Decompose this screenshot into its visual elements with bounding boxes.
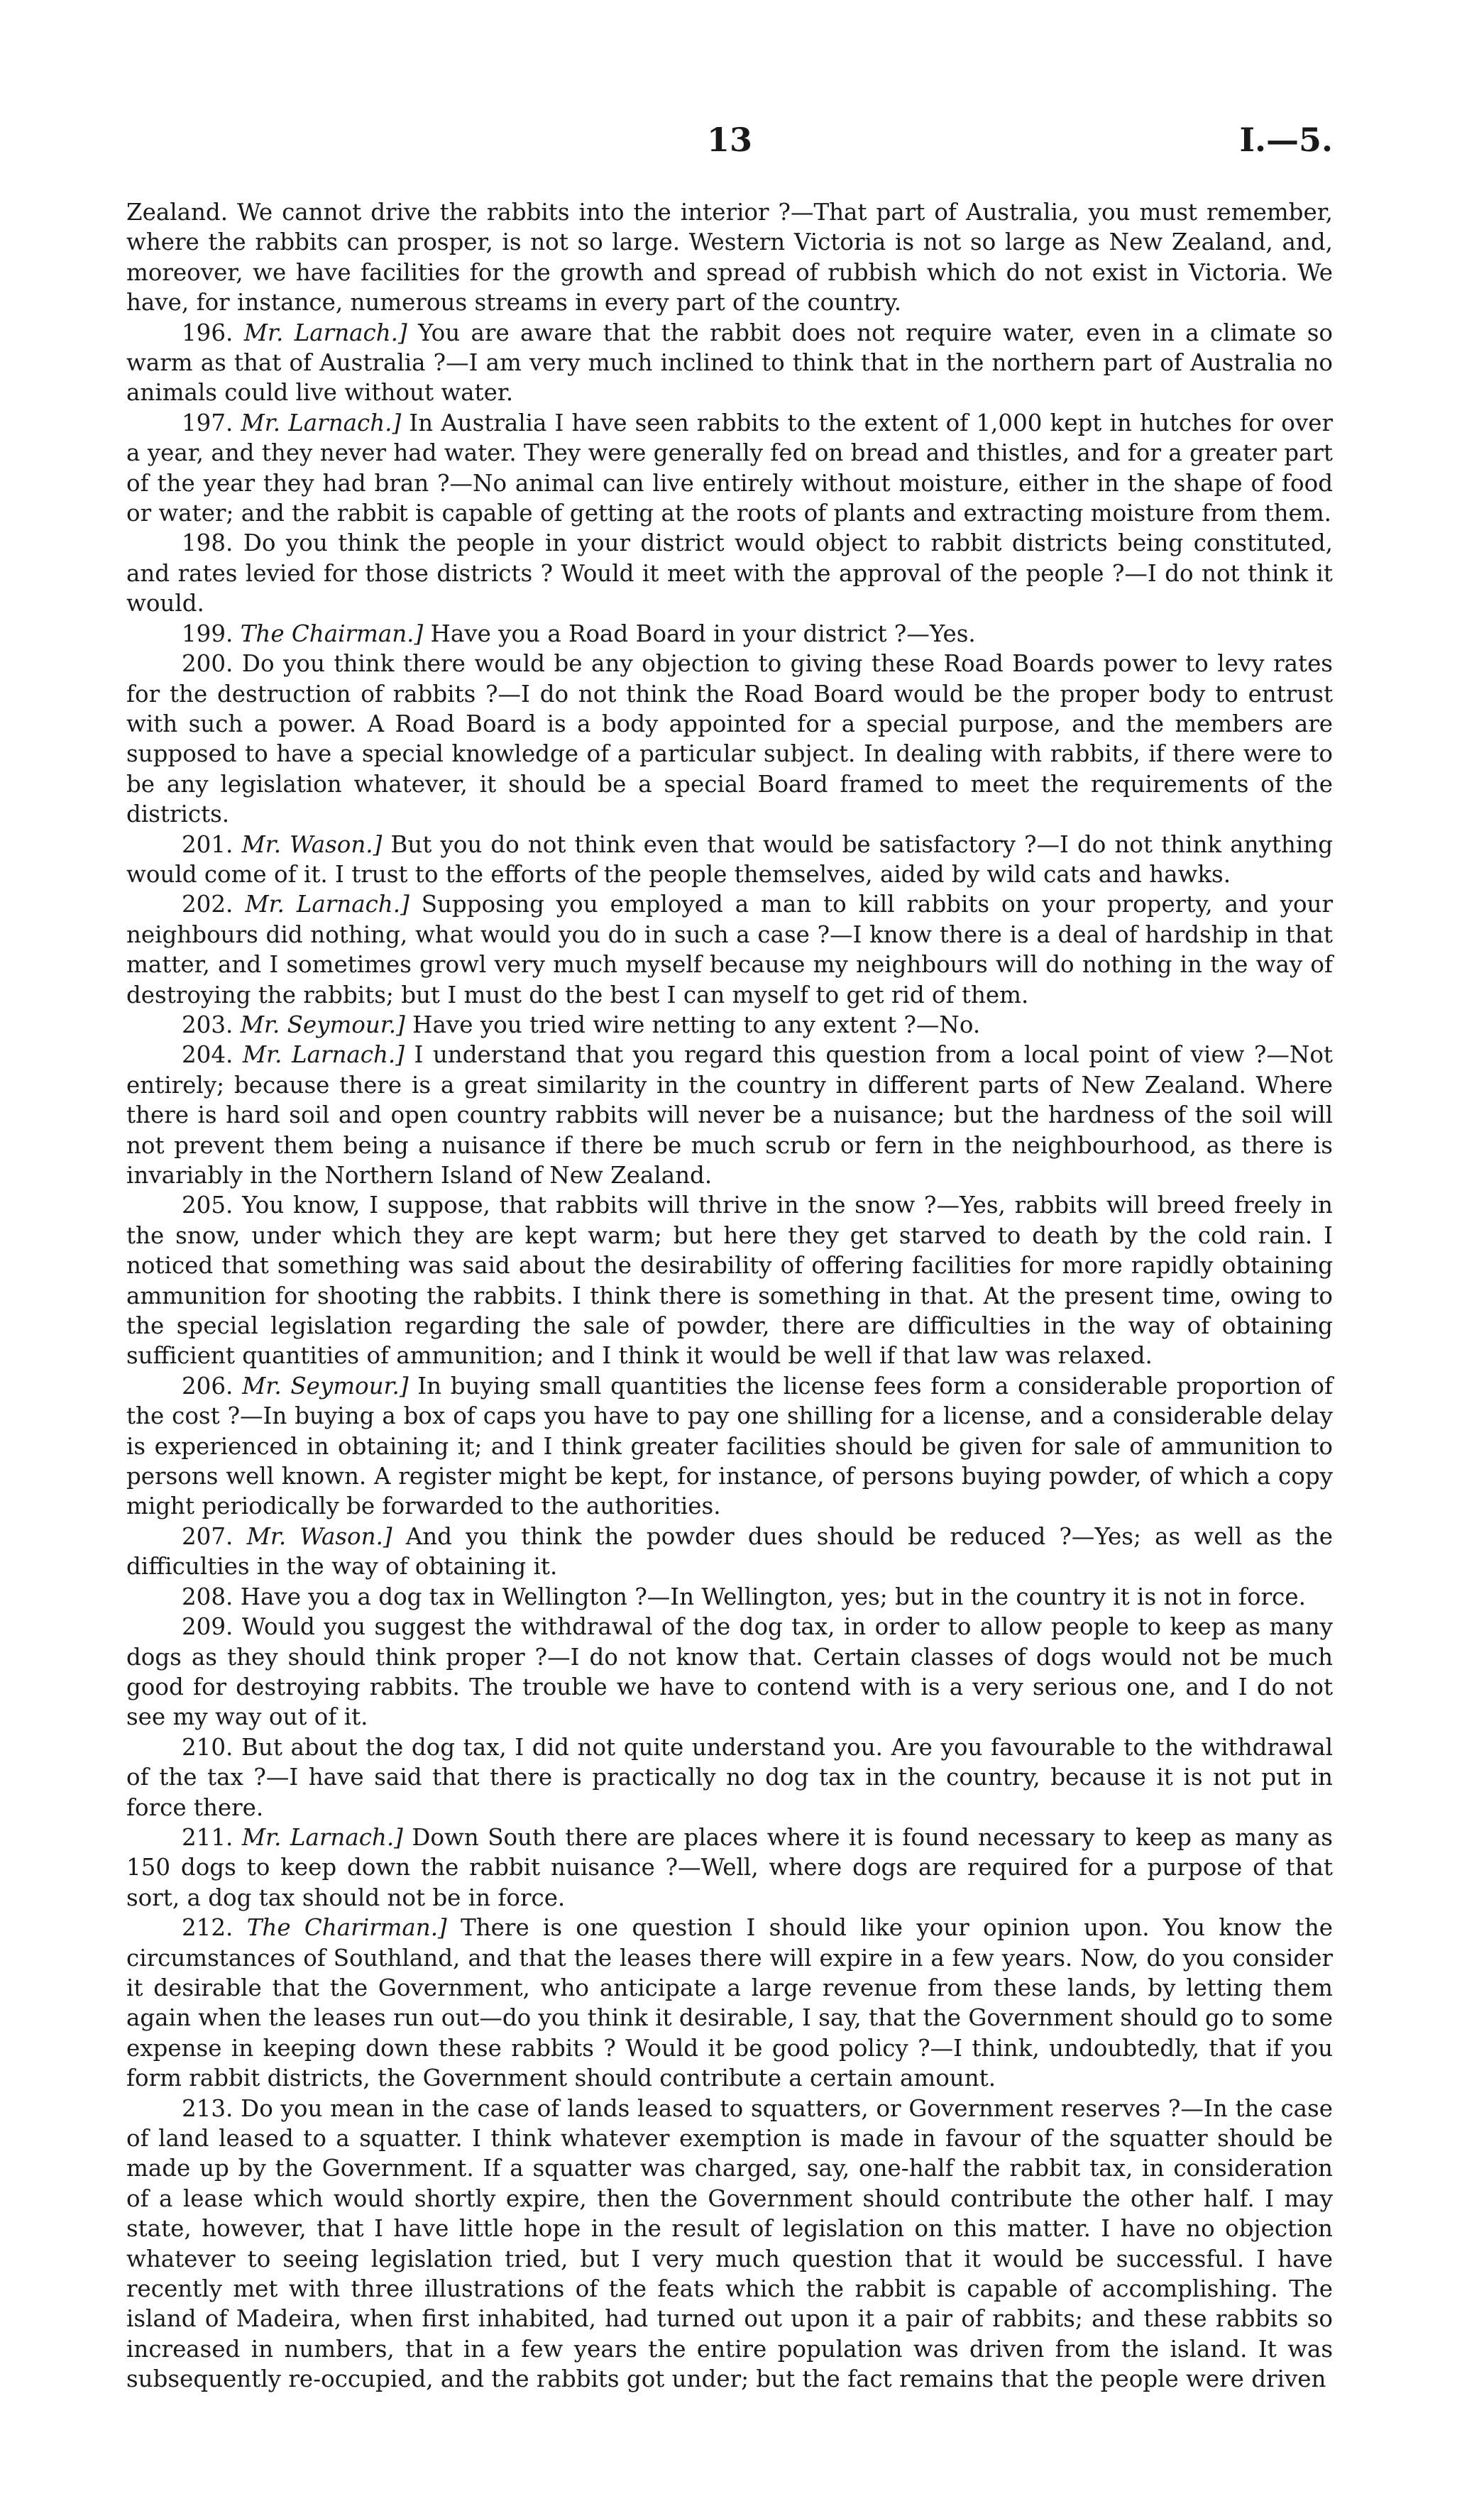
speaker: Mr. Larnach.] bbox=[245, 891, 410, 918]
paragraph-text: Do you think the people in your district would object to rabbit districts being constituted, and rates levied for those districts ? Would it meet with the approval of the people ?—I do not think it would. bbox=[126, 529, 1333, 617]
paragraph-196 bbox=[126, 318, 1333, 408]
paragraph-212 bbox=[126, 1913, 1333, 2093]
question-number: 202. bbox=[182, 891, 233, 918]
question-number: 198. bbox=[182, 529, 233, 557]
question-number: 196. bbox=[182, 319, 233, 346]
paragraph-text: And you think the powder dues should be reduced ?—Yes; as well as the difficulties in the way of obtaining it. bbox=[126, 1522, 1333, 1581]
paragraph-text: I understand that you regard this question from a local point of view ?—Not entirely; because there is a great similarity in the country in different parts of New Zealand. Where there is hard soil and open country rabbits will never be a nuisance; but the hardness of the soil will not prevent them being a nuisance if there be much scrub or fern in the neighbourhood, as there is invariably in the Northern Island of New Zealand. bbox=[126, 1041, 1333, 1189]
paragraph-text: Would you suggest the withdrawal of the dog tax, in order to allow people to keep as many dogs as they should think proper ?—I do not know that. Certain classes of dogs would not be much good for destroying rabbits. The trouble we have to contend with is a very serious one, and I do not see my way out of it. bbox=[126, 1613, 1333, 1731]
paragraph-203 bbox=[126, 1010, 1333, 1040]
paragraph-197 bbox=[126, 408, 1333, 529]
paragraph-204 bbox=[126, 1040, 1333, 1190]
paragraph-211 bbox=[126, 1823, 1333, 1913]
question-number: 212. bbox=[182, 1914, 233, 1942]
speaker: Mr. Wason.] bbox=[246, 1522, 392, 1550]
speaker: Mr. Wason.] bbox=[241, 830, 383, 858]
page-header bbox=[126, 121, 1333, 170]
paragraph-208 bbox=[126, 1582, 1333, 1612]
paragraph-continuation bbox=[126, 197, 1333, 318]
paragraph-213 bbox=[126, 2094, 1333, 2395]
question-number: 213. bbox=[182, 2094, 233, 2122]
question-number: 203. bbox=[182, 1011, 233, 1038]
speaker: The Charirman.] bbox=[246, 1914, 447, 1942]
paragraph-text: Zealand. We cannot drive the rabbits into the interior ?—That part of Australia, you must remember, where the rabbits can prosper, is not so large. Western Victoria is not so large as New Zealand, and, moreover, we have facilities for the growth and spread of rubbish which do not exist in Victoria. We have, for instance, numerous streams in every part of the country. bbox=[126, 199, 1333, 317]
paragraph-text: Have you a Road Board in your district ?—Yes. bbox=[430, 620, 976, 647]
paragraph-text: Have you a dog tax in Wellington ?—In Wellington, yes; but in the country it is not in force. bbox=[240, 1583, 1306, 1610]
paragraph-199 bbox=[126, 619, 1333, 649]
paragraph-text: You know, I suppose, that rabbits will thrive in the snow ?—Yes, rabbits will breed freely in the snow, under which they are kept warm; but here they get starved to death by the cold rain. I noticed that something was said about the desirability of offering facilities for more rapidly obtaining ammunition for shooting the rabbits. I think there is something in that. At the present time, owing to the special legislation regarding the sale of powder, there are difficulties in the way of obtaining sufficient quantities of ammunition; and I think it would be well if that law was relaxed. bbox=[126, 1192, 1333, 1370]
paragraph-text: But you do not think even that would be satisfactory ?—I do not think anything would come of it. I trust to the efforts of the people themselves, aided by wild cats and hawks. bbox=[126, 830, 1333, 888]
question-number: 209. bbox=[182, 1613, 233, 1641]
speaker: The Chairman.] bbox=[240, 620, 424, 647]
speaker: Mr. Larnach.] bbox=[241, 409, 402, 436]
paragraph-text: Do you think there would be any objection to giving these Road Boards power to levy rates for the destruction of rabbits ?—I do not think the Road Board would be the proper body to entrust with such a power. A Road Board is a body appointed for a special purpose, and the members are supposed to have a special knowledge of a particular subject. In dealing with rabbits, if there were to be any legislation whatever, it should be a special Board framed to meet the requirements of the districts. bbox=[126, 650, 1333, 828]
question-number: 200. bbox=[182, 650, 233, 678]
question-number: 211. bbox=[182, 1823, 233, 1851]
paragraph-205 bbox=[126, 1190, 1333, 1370]
paragraph-text: But about the dog tax, I did not quite understand you. Are you favourable to the withdrawal of the tax ?—I have said that there is practically no dog tax in the country, because it is not put in force there. bbox=[126, 1733, 1333, 1821]
question-number: 208. bbox=[182, 1583, 233, 1610]
document-page bbox=[126, 121, 1333, 2395]
paragraph-210 bbox=[126, 1732, 1333, 1823]
speaker: Mr. Larnach.] bbox=[243, 319, 407, 346]
speaker: Mr. Seymour.] bbox=[242, 1372, 409, 1400]
question-number: 206. bbox=[182, 1372, 233, 1400]
paragraph-209 bbox=[126, 1612, 1333, 1732]
paragraph-202 bbox=[126, 889, 1333, 1010]
speaker: Mr. Larnach.] bbox=[241, 1823, 403, 1851]
paragraph-text: There is one question I should like your opinion upon. You know the circumstances of Southland, and that the leases there will expire in a few years. Now, do you consider it desirable that the Government, who anticipate a large revenue from these lands, by letting them again when the leases run out—do you think it desirable, I say, that the Government should go to some expense in keeping down these rabbits ? Would it be good policy ?—I think, undoubtedly, that if you form rabbit districts, the Government should contribute a certain amount. bbox=[126, 1914, 1333, 2092]
question-number: 205. bbox=[182, 1192, 233, 1219]
paragraph-200 bbox=[126, 649, 1333, 829]
paragraph-text: Down South there are places where it is found necessary to keep as many as 150 dogs to keep down the rabbit nuisance ?—Well, where dogs are required for a purpose of that sort, a dog tax should not be in force. bbox=[126, 1823, 1333, 1911]
question-number: 210. bbox=[182, 1733, 233, 1761]
paragraph-207 bbox=[126, 1522, 1333, 1582]
question-number: 199. bbox=[182, 620, 233, 647]
paragraph-text: In buying small quantities the license fees form a considerable proportion of the cost ?—In buying a box of caps you have to pay one shilling for a license, and a considerable delay is experienced in obtaining it; and I think greater facilities should be given for sale of ammunition to persons well known. A register might be kept, for instance, of persons buying powder, of which a copy might periodically be forwarded to the authorities. bbox=[126, 1372, 1333, 1520]
document-reference: I.—5. bbox=[1239, 121, 1333, 159]
page-number: 13 bbox=[706, 121, 752, 159]
question-number: 197. bbox=[182, 409, 233, 436]
paragraph-201 bbox=[126, 830, 1333, 890]
question-number: 201. bbox=[182, 830, 233, 858]
question-number: 207. bbox=[182, 1522, 233, 1550]
paragraph-text: Do you mean in the case of lands leased to squatters, or Government reserves ?—In the case of land leased to a squatter. I think whatever exemption is made in favour of the squatter should be made up by the Government. If a squatter was charged, say, one-half the rabbit tax, in consideration of a lease which would shortly expire, then the Government should contribute the other half. I may state, however, that I have little hope in the result of legislation on this matter. I have no objection whatever to seeing legislation tried, but I very much question that it would be successful. I have recently met with three illustrations of the feats which the rabbit is capable of accomplishing. The island of Madeira, when first inhabited, had turned out upon it a pair of rabbits; and these rabbits so increased in numbers, that in a few years the entire population was driven from the island. It was subsequently re-occupied, and the rabbits got under; but the fact remains that the people were driven bbox=[126, 2094, 1333, 2393]
paragraph-198 bbox=[126, 528, 1333, 618]
paragraph-text: You are aware that the rabbit does not require water, even in a climate so warm as that of Australia ?—I am very much inclined to think that in the northern part of Australia no animals could live without water. bbox=[126, 319, 1333, 407]
paragraph-206 bbox=[126, 1371, 1333, 1522]
body-text bbox=[126, 197, 1333, 2395]
question-number: 204. bbox=[182, 1041, 233, 1069]
paragraph-text: Have you tried wire netting to any extent ?—No. bbox=[412, 1011, 981, 1038]
speaker: Mr. Seymour.] bbox=[240, 1011, 405, 1038]
speaker: Mr. Larnach.] bbox=[242, 1041, 405, 1069]
paragraph-text: In Australia I have seen rabbits to the extent of 1,000 kept in hutches for over a year, and they never had water. They were generally fed on bread and thistles, and for a greater part of the year they had bran ?—No animal can live entirely without moisture, either in the shape of food or water; and the rabbit is capable of getting at the roots of plants and extracting moisture from them. bbox=[126, 409, 1333, 527]
paragraph-text: Supposing you employed a man to kill rabbits on your property, and your neighbours did nothing, what would you do in such a case ?—I know there is a deal of hardship in that matter, and I sometimes growl very much myself because my neighbours will do nothing in the way of destroying the rabbits; but I must do the best I can myself to get rid of them. bbox=[126, 891, 1334, 1009]
